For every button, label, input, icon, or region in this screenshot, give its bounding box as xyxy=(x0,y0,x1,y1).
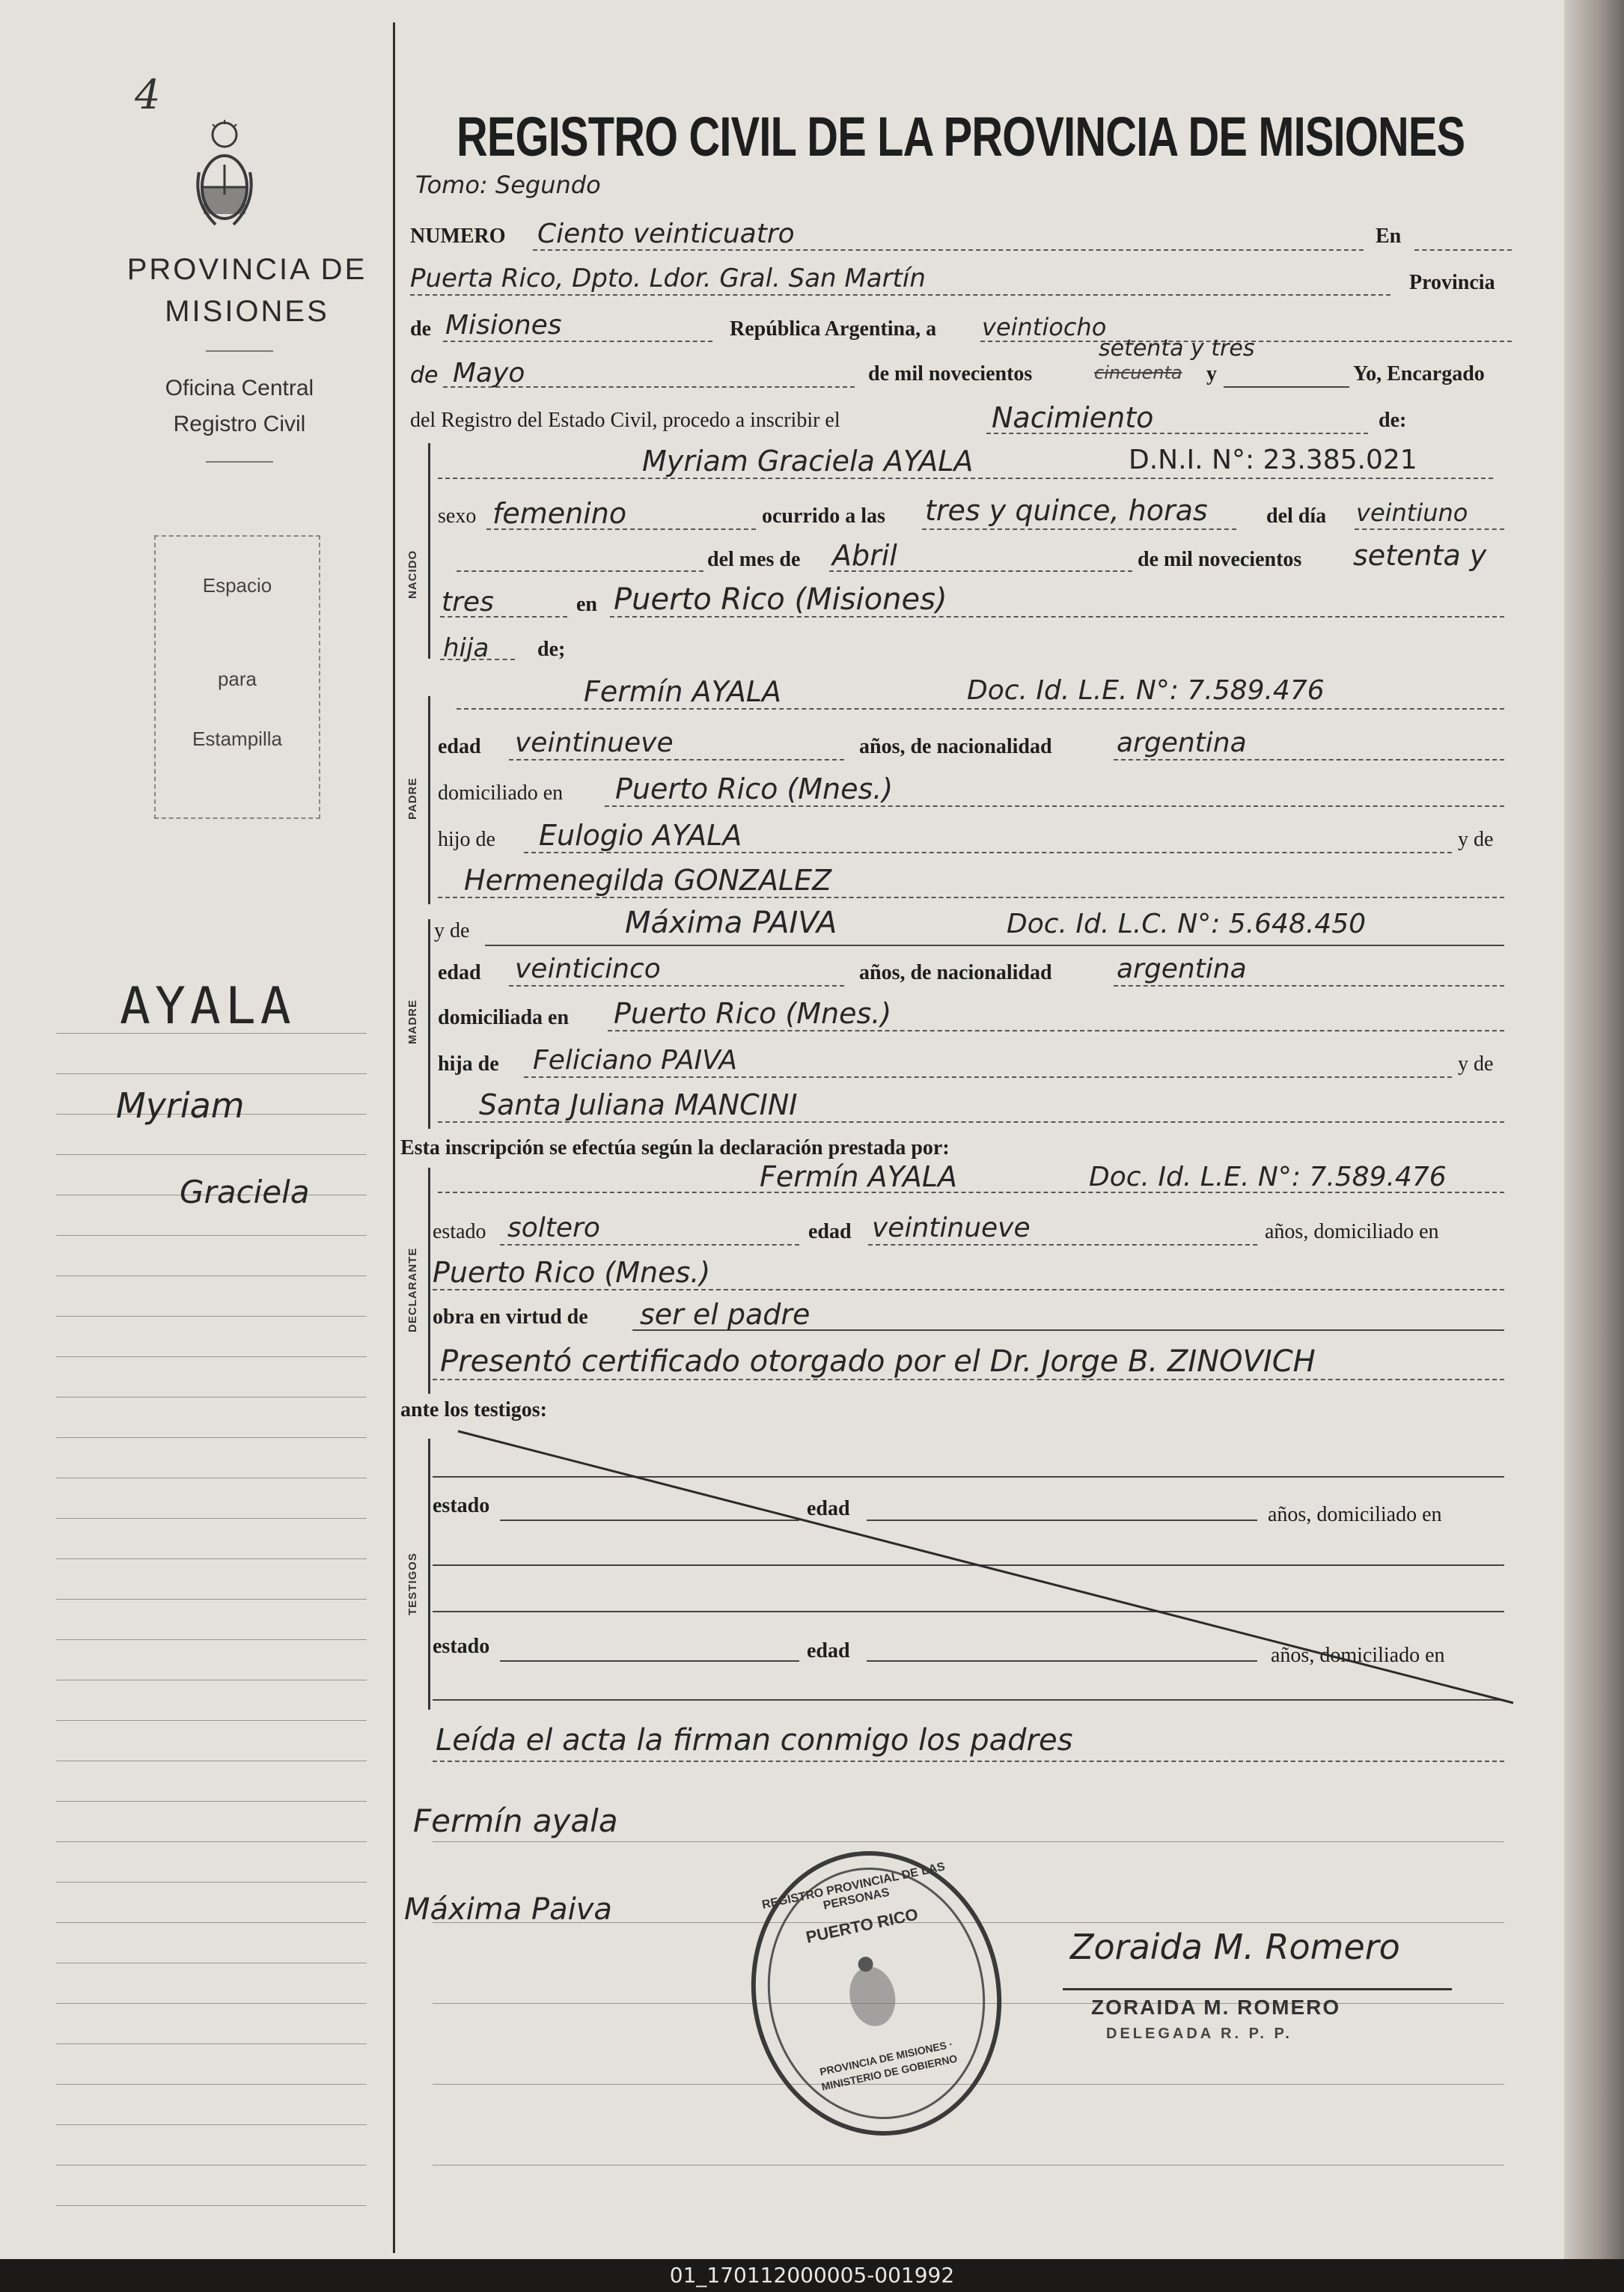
testigo2-edad-label: edad xyxy=(807,1639,850,1662)
anio-value-a: setenta y xyxy=(1353,539,1487,572)
declarante-doc: Doc. Id. L.E. N°: 7.589.476 xyxy=(1089,1162,1447,1192)
provincia-value: Misiones xyxy=(445,310,562,341)
tomo-note: Tomo: Segundo xyxy=(415,171,601,199)
sexo-value: femenino xyxy=(492,497,627,530)
declarante-estado-value: soltero xyxy=(507,1213,600,1243)
acto-value: Nacimiento xyxy=(992,401,1154,434)
sexo-label: sexo xyxy=(438,505,477,528)
margin-surname: AYALA xyxy=(120,977,296,1036)
padre-edad-label: edad xyxy=(438,735,481,758)
hija-de-label: de; xyxy=(537,638,566,661)
mes-value: Abril xyxy=(832,539,897,572)
nacido-name: Myriam Graciela AYALA xyxy=(642,445,974,478)
cert-value: Presentó certificado otorgado por el Dr. Jorge B. ZINOVICH xyxy=(440,1344,1316,1379)
madre-anios-label: años, de nacionalidad xyxy=(859,961,1052,984)
dia-label: del día xyxy=(1266,505,1327,528)
place-value: Puerta Rico, Dpto. Ldor. Gral. San Martín xyxy=(410,263,926,293)
padre-domicilio-value: Puerto Rico (Mnes.) xyxy=(615,772,894,805)
madre-edad-value: veinticinco xyxy=(515,954,661,984)
madre-nac-value: argentina xyxy=(1117,954,1247,984)
provincia-label: Provincia xyxy=(1409,271,1495,294)
padre-nac-value: argentina xyxy=(1117,728,1247,758)
padre-madre-value: Hermenegilda GONZALEZ xyxy=(464,864,832,897)
de-colon-label: de: xyxy=(1379,409,1407,432)
nacido-section-label: NACIDO xyxy=(406,549,419,599)
page-title: REGISTRO CIVIL DE LA PROVINCIA DE MISIONES xyxy=(457,106,1465,168)
obra-value: ser el padre xyxy=(640,1298,811,1331)
de-label: de xyxy=(410,317,431,341)
padre-section-label: PADRE xyxy=(406,777,419,820)
stamp-box-text-2: para xyxy=(217,668,257,690)
testigo1-anios-label: años, domiciliado en xyxy=(1268,1503,1442,1526)
testigo2-estado-label: estado xyxy=(433,1635,490,1658)
lugar-value: Puerto Rico (Misiones) xyxy=(614,582,947,617)
lugar-en-label: en xyxy=(576,593,597,616)
madre-domicilio-label: domiciliada en xyxy=(438,1006,570,1029)
official-title: DELEGADA R. P. P. xyxy=(1106,2026,1292,2042)
padre-hijo-label: hijo de xyxy=(438,828,495,851)
office-line-1: Oficina Central xyxy=(165,376,314,400)
madre-domicilio-value: Puerto Rico (Mnes.) xyxy=(614,997,892,1030)
madre-padre-value: Feliciano PAIVA xyxy=(533,1045,737,1076)
declarante-anios-label: años, domiciliado en xyxy=(1265,1220,1439,1243)
yo-label: Yo, Encargado xyxy=(1353,362,1485,385)
year-struck: cincuenta xyxy=(1094,362,1182,383)
stamp-box-text-3: Estampilla xyxy=(192,728,282,750)
nacido-dni: D.N.I. N°: 23.385.021 xyxy=(1129,445,1417,475)
declarante-domicilio-value: Puerto Rico (Mnes.) xyxy=(433,1256,711,1289)
margin-middle-name: Graciela xyxy=(180,1174,310,1210)
en-label: En xyxy=(1376,225,1402,248)
seal-bottom-text: PROVINCIA DE MISIONES · MINISTERIO DE GOBIERNO xyxy=(818,2037,959,2093)
ocurrido-label: ocurrido a las xyxy=(762,505,885,528)
padre-anios-label: años, de nacionalidad xyxy=(859,735,1052,758)
testigos-intro: ante los testigos: xyxy=(400,1398,547,1421)
seal-inner-text: PUERTO RICO xyxy=(804,1904,920,1947)
leida-line xyxy=(433,1761,1504,1762)
hija-value: hija xyxy=(443,633,489,663)
testigo2-anios-label: años, domiciliado en xyxy=(1271,1644,1445,1667)
padre-edad-value: veintinueve xyxy=(515,728,674,758)
madre-madre-value: Santa Juliana MANCINI xyxy=(479,1088,798,1121)
stamp-box-text-1: Espacio xyxy=(202,574,272,597)
madre-doc: Doc. Id. L.C. N°: 5.648.450 xyxy=(1007,909,1367,939)
testigo1-estado-label: estado xyxy=(433,1494,490,1517)
padre-y-de-label: y de xyxy=(1458,828,1494,851)
official-name: ZORAIDA M. ROMERO xyxy=(1091,1996,1341,2019)
testigo1-edad-label: edad xyxy=(807,1497,850,1520)
day-value: veintiocho xyxy=(982,313,1107,341)
leida-text: Leída el acta la firman conmigo los padres xyxy=(436,1723,1073,1758)
official-signature: Zoraida M. Romero xyxy=(1070,1927,1400,1967)
seal-outer-text: REGISTRO PROVINCIAL DE LAS PERSONAS xyxy=(760,1860,947,1912)
padre-padre-value: Eulogio AYALA xyxy=(539,819,742,852)
republica-label: República Argentina, a xyxy=(730,317,937,341)
year-y-label: y xyxy=(1206,362,1217,385)
image-id-footer: 01_170112000005-001992 xyxy=(0,2259,1624,2292)
province-heading: PROVINCIA DE MISIONES xyxy=(126,253,367,328)
declarante-edad-label: edad xyxy=(808,1220,852,1243)
signature-1: Fermín ayala xyxy=(413,1802,618,1839)
anio-value-b: tres xyxy=(442,587,494,618)
month-value: Mayo xyxy=(453,358,525,388)
obra-label: obra en virtud de xyxy=(433,1305,588,1329)
dia-value: veintiuno xyxy=(1356,499,1468,527)
madre-edad-label: edad xyxy=(438,961,481,984)
testigos-section-label: TESTIGOS xyxy=(406,1552,419,1615)
signature-2: Máxima Paiva xyxy=(404,1892,612,1927)
numero-label: NUMERO xyxy=(410,225,506,248)
padre-doc: Doc. Id. L.E. N°: 7.589.476 xyxy=(967,675,1325,706)
madre-name: Máxima PAIVA xyxy=(625,906,837,940)
office-line-2: Registro Civil xyxy=(173,412,306,436)
padre-domicilio-label: domiciliado en xyxy=(438,781,564,805)
madre-y-de-label: y de xyxy=(434,919,470,942)
signature-line xyxy=(1063,1988,1452,1990)
page-number: 4 xyxy=(135,71,161,118)
mes-label: del mes de xyxy=(707,548,801,571)
madre-hija-label: hija de xyxy=(438,1052,499,1076)
padre-name: Fermín AYALA xyxy=(584,675,782,708)
madre-y-de-label-2: y de xyxy=(1458,1052,1494,1076)
book-binding xyxy=(1564,0,1624,2259)
madre-section-label: MADRE xyxy=(406,999,419,1044)
year-value: setenta y tres xyxy=(1099,335,1255,362)
nacido-mil-label: de mil novecientos xyxy=(1138,548,1302,571)
declarante-edad-value: veintinueve xyxy=(872,1213,1031,1243)
margin-first-name: Myriam xyxy=(116,1085,245,1126)
mil-label: de mil novecientos xyxy=(868,362,1033,385)
registro-label: del Registro del Estado Civil, procedo a inscribir el xyxy=(410,409,840,432)
declarante-estado-label: estado xyxy=(433,1220,486,1243)
declarante-intro: Esta inscripción se efectúa según la declaración prestada por: xyxy=(400,1136,950,1159)
declarante-section-label: DECLARANTE xyxy=(406,1247,419,1332)
ruled-line xyxy=(433,1841,1504,1842)
numero-value: Ciento veinticuatro xyxy=(537,219,795,249)
month-de-label: de xyxy=(410,362,439,388)
declarante-name: Fermín AYALA xyxy=(760,1160,958,1193)
hora-value: tres y quince, horas xyxy=(925,494,1208,527)
